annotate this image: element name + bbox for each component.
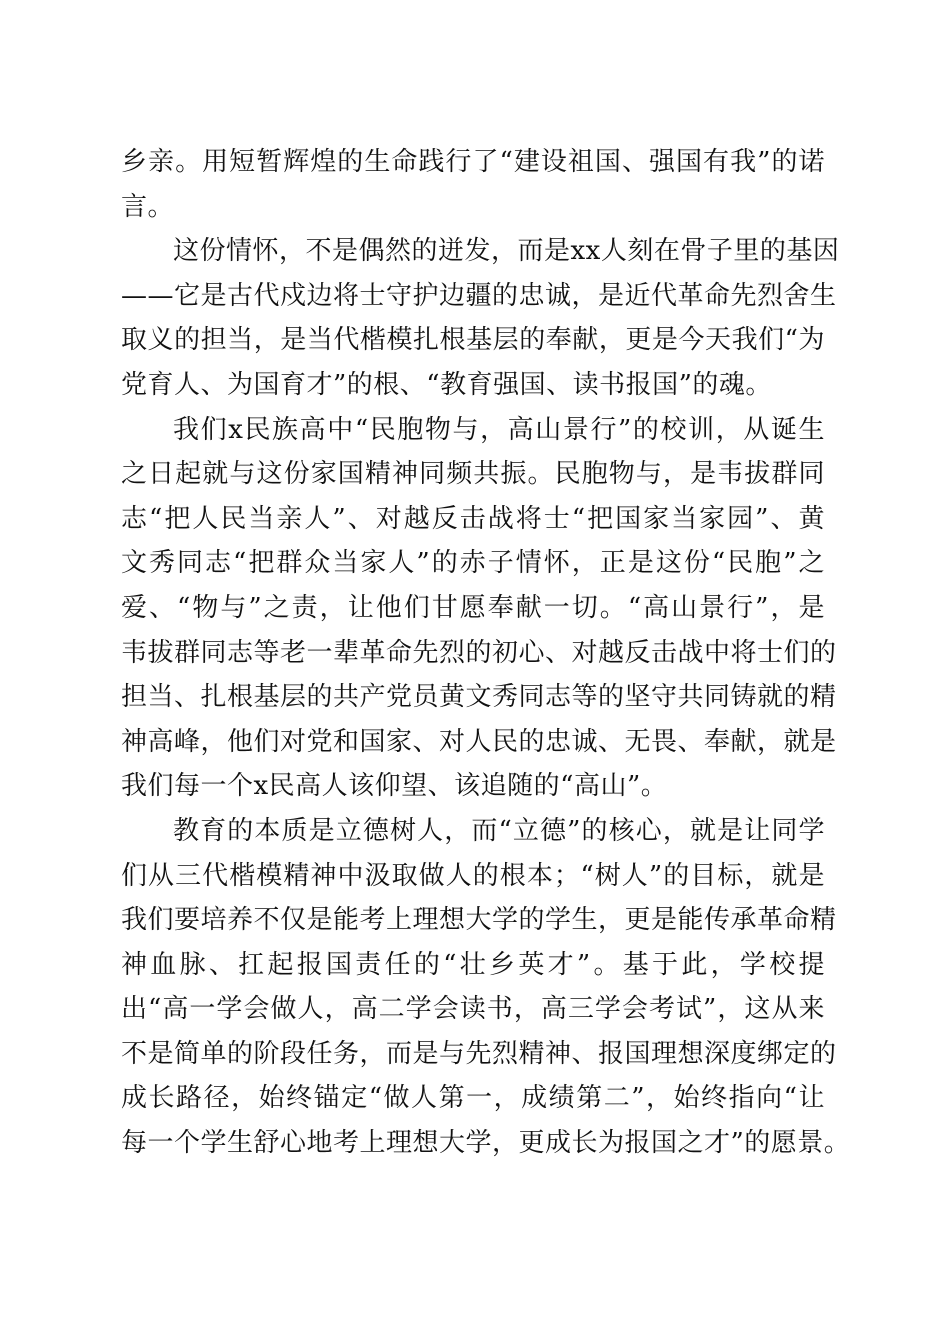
body-text	[121, 140, 851, 1166]
paragraph-3-line-9: 我们每一个x民高人该仰望、该追随的“高山”。	[121, 771, 668, 802]
paragraph-3-line-6: 韦拔群同志等老一辈革命先烈的初心、对越反击战中将士们的	[121, 637, 837, 668]
paragraph-4-line-6: 不是简单的阶段任务，而是与先烈精神、报国理想深度绑定的	[121, 1038, 837, 1069]
paragraph-1-line-1: 乡亲。用短暂辉煌的生命践行了“建设祖国、强国有我”的诺	[121, 147, 825, 177]
paragraph-2-line-4: 党育人、为国育才”的根、“教育强国、读书报国”的魂。	[121, 369, 772, 400]
paragraph-4-line-3: 我们要培养不仅是能考上理想大学的学生，更是能传承革命精	[121, 905, 837, 936]
paragraph-4-line-8: 每一个学生舒心地考上理想大学，更成长为报国之才”的愿景。	[121, 1128, 851, 1159]
paragraph-4-line-1: 教育的本质是立德树人，而“立德”的核心，就是让同学	[173, 815, 825, 846]
paragraph-1-line-2: 言。	[121, 191, 175, 222]
paragraph-3-line-4: 文秀同志“把群众当家人”的赤子情怀，正是这份“民胞”之	[121, 548, 825, 579]
paragraph-2-line-2: ——它是古代戍边将士守护边疆的忠诚，是近代革命先烈舍生	[121, 280, 837, 311]
paragraph-3-line-1: 我们x民族高中“民胞物与，高山景行”的校训，从诞生	[173, 414, 825, 445]
paragraph-4-line-5: 出“高一学会做人，高二学会读书，高三学会考试”，这从来	[121, 994, 825, 1025]
paragraph-3-line-2: 之日起就与这份家国精神同频共振。民胞物与，是韦拔群同	[121, 459, 825, 490]
paragraph-2-line-1: 这份情怀，不是偶然的迸发，而是xx人刻在骨子里的基因	[173, 236, 840, 267]
paragraph-3-line-8: 神高峰，他们对党和国家、对人民的忠诚、无畏、奉献，就是	[121, 726, 837, 757]
paragraph-3-line-5: 爱、“物与”之责，让他们甘愿奉献一切。“高山景行”，是	[121, 592, 825, 623]
paragraph-4-line-7: 成长路径，始终锚定“做人第一，成绩第二”，始终指向“让	[121, 1083, 825, 1114]
paragraph-4-line-4: 神血脉、扛起报国责任的“壮乡英才”。基于此，学校提	[121, 949, 825, 980]
paragraph-3-line-3: 志“把人民当亲人”、对越反击战将士“把国家当家园”、黄	[121, 503, 825, 534]
paragraph-4-line-2: 们从三代楷模精神中汲取做人的根本；“树人”的目标，就是	[121, 860, 825, 891]
paragraph-2-line-3: 取义的担当，是当代楷模扎根基层的奉献，更是今天我们“为	[121, 325, 825, 356]
paragraph-3-line-7: 担当、扎根基层的共产党员黄文秀同志等的坚守共同铸就的精	[121, 682, 837, 713]
